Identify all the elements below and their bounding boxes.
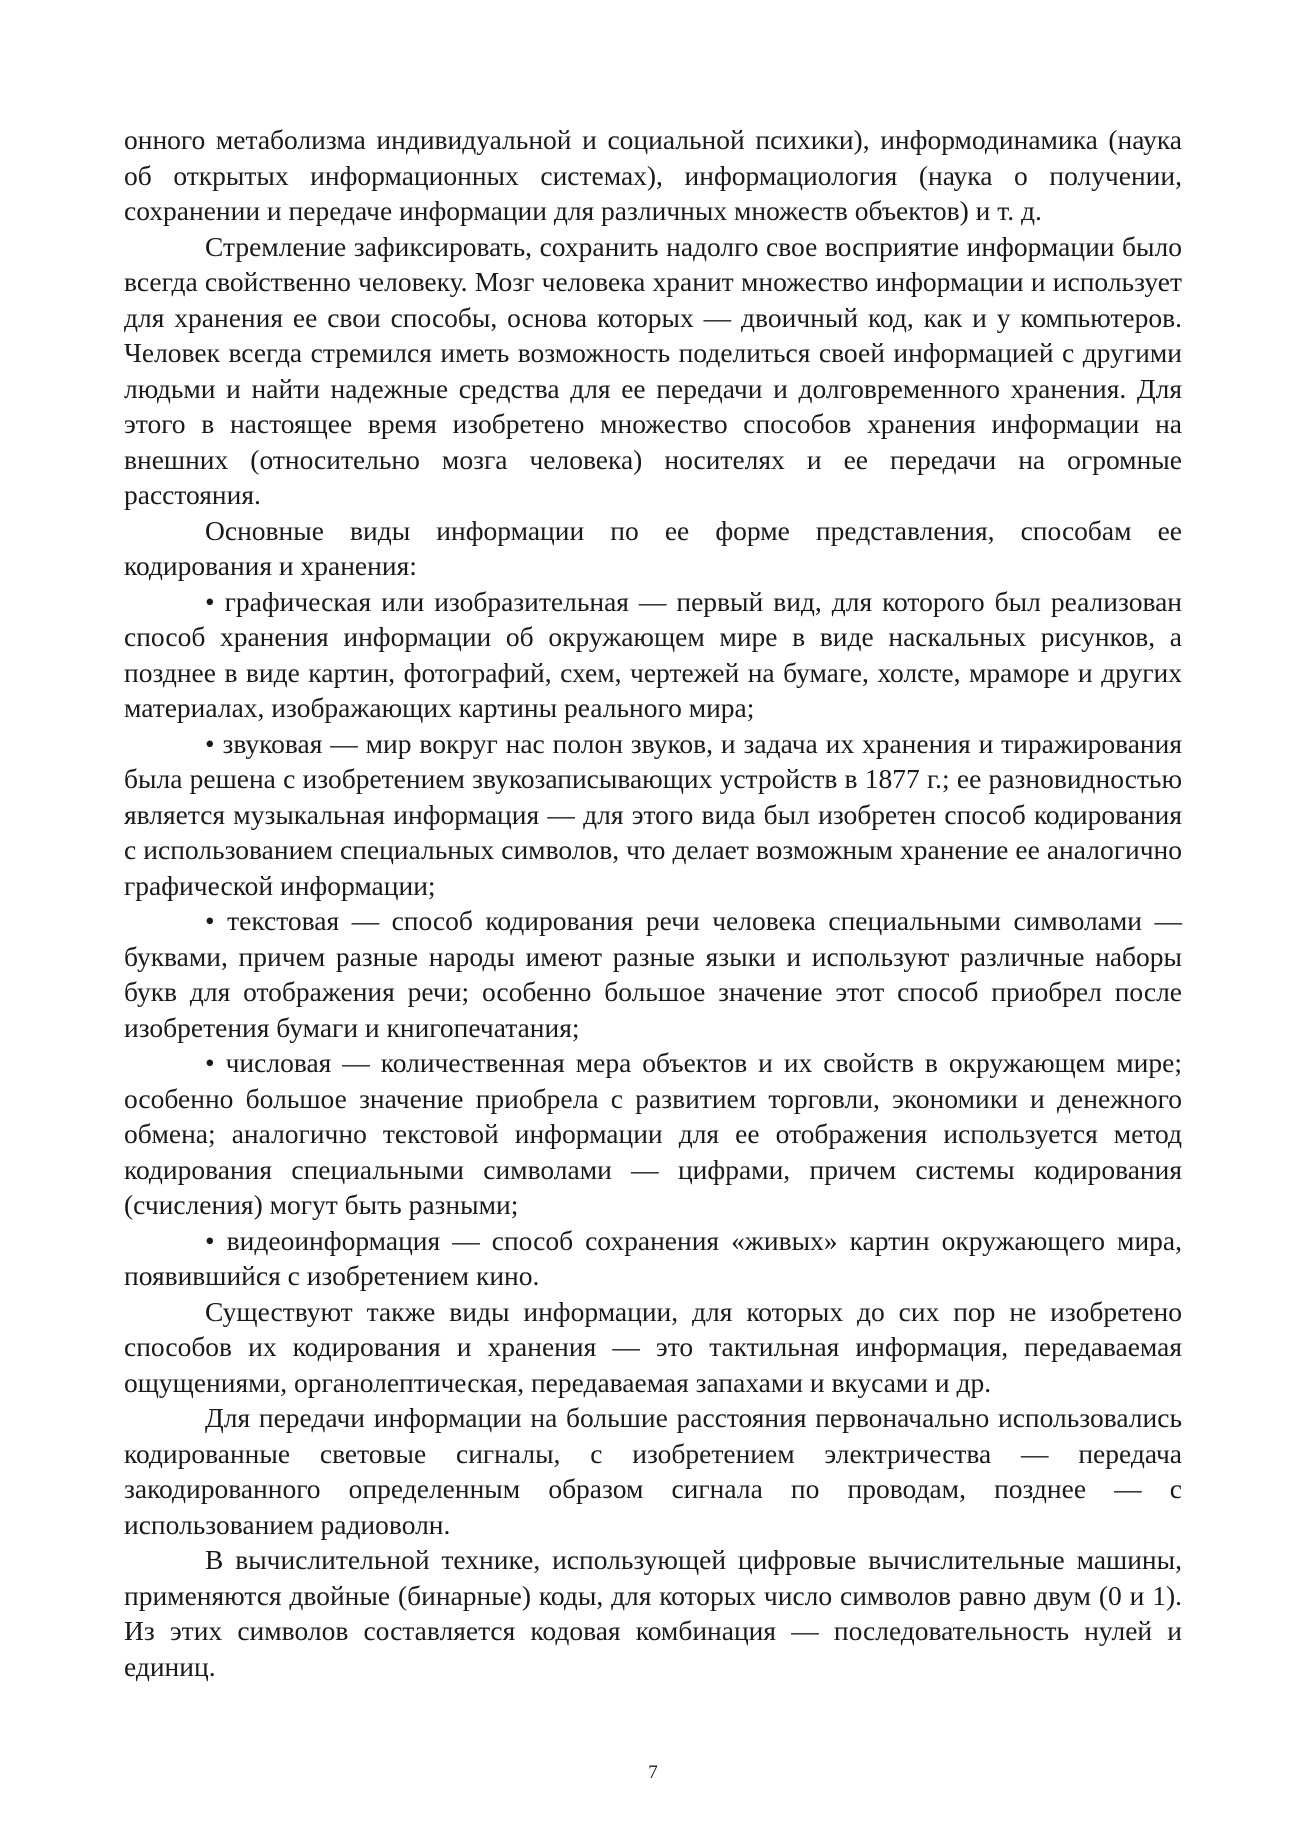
paragraph-other-types: Существуют также виды информации, для которых до сих пор не изобретено способов их кодирования и хранения — это тактильная информация, передаваемая ощущениями, органолептическая, передаваемая запахами и вкусами и др. bbox=[124, 1295, 1182, 1398]
list-item-sound: • звуковая — мир вокруг нас полон звуков, и задача их хранения и тиражирования была решена с изобретением звукозаписывающих устройств в 1877 г.; ее разновидностью является музыкальная информация — для этого вида был изобретен способ кодирования с использованием специальных символов, что делает возможным хранение ее аналогично графической информации; bbox=[124, 727, 1182, 901]
list-item-graphic: • графическая или изобразительная — первый вид, для которого был реализован способ хранения информации об окружающем мире в виде наскальных рисунков, а позднее в виде картин, фотографий, схем, чертежей на бумаге, холсте, мраморе и других материалах, изображающих картины реального мира; bbox=[124, 585, 1182, 723]
paragraph-transmission: Для передачи информации на большие расстояния первоначально использовались кодированные световые сигналы, с изобретением электричества — передача закодированного определенным образом сигнала по проводам, позднее — с использованием радиоволн. bbox=[124, 1402, 1182, 1540]
paragraph-storage: Стремление зафиксировать, сохранить надолго свое восприятие информации было всегда свойственно человеку. Мозг человека хранит множество информации и использует для хранения ее свои способы, основа которых — двоичный код, как и у компьютеров. Человек всегда стремился иметь возможность поделиться своей информацией с другими людьми и найти надежные средства для ее передачи и долговременного хранения. Для этого в настоящее время изобретено множество способов хранения информации на внешних (относительно мозга человека) носителях и ее передачи на огромные расстояния. bbox=[124, 230, 1182, 510]
paragraph-binary: В вычислительной технике, использующей цифровые вычислительные машины, применяются двойные (бинарные) коды, для которых число символов равно двум (0 и 1). Из этих символов составляется кодовая комбинация — последовательность нулей и единиц. bbox=[124, 1544, 1182, 1682]
paragraph-continuation: онного метаболизма индивидуальной и социальной психики), информодинамика (наука об открытых информационных системах), информациология (наука о получении, сохранении и передаче информации для различных множеств объектов) и т. д. bbox=[124, 124, 1182, 226]
paragraph-types-intro: Основные виды информации по ее форме представления, способам ее кодирования и хранения: bbox=[124, 514, 1182, 581]
list-item-numeric: • числовая — количественная мера объектов и их свойств в окружающем мире; особенно большое значение приобрела с развитием торговли, экономики и денежного обмена; аналогично текстовой информации для ее отображения используется метод кодирования специальными символами — цифрами, причем системы кодирования (счисления) могут быть разными; bbox=[124, 1047, 1182, 1220]
list-item-video: • видеоинформация — способ сохранения «живых» картин окружающего мира, появившийся с изобретением кино. bbox=[124, 1224, 1182, 1291]
page-body bbox=[124, 122, 1182, 1684]
list-item-text: • текстовая — способ кодирования речи человека специальными символами — буквами, причем разные народы имеют разные языки и используют различные наборы букв для отображения речи; особенно большое значение этот способ приобрел после изобретения бумаги и книгопечатания; bbox=[124, 905, 1182, 1043]
page-number: 7 bbox=[648, 1762, 658, 1783]
